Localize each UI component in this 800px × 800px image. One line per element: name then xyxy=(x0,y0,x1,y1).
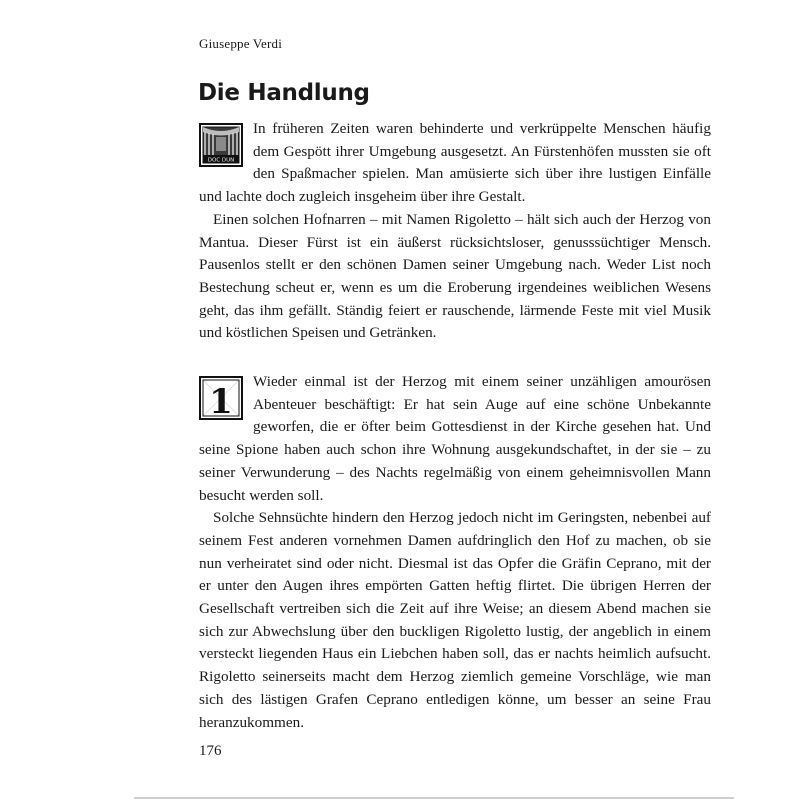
paragraph: Wieder einmal ist der Herzog mit einem seiner unzähligen amourösen Abenteuer beschäftigt: Er hat sein Auge auf eine schöne Unbekannte geworfen, die er öfter beim Gottesdienst in der Kirche gesehen hat. Und seine Spione haben auch schon ihre Wohnung ausgekundschaftet, in der sie – zu seiner Verwunderung – des Nachts regelmäßig von einem geheimnisvollen Mann besucht werden soll. xyxy=(199,373,711,504)
initial-number: 1 xyxy=(209,382,233,420)
running-header: Giuseppe Verdi xyxy=(199,36,283,51)
paragraph: Einen solchen Hofnarren – mit Namen Rigoletto – hält sich auch der Herzog von Mantua. Dieser Fürst ist ein äußerst rücksichtsloser, genusssüchtiger Mensch. Pausenlos stellt er den schönen Damen seiner Umgebung nach. Weder List noch Bestechung scheut er, wenn es um die Eroberung irgendeines weiblichen Wesens geht, das ihm gefällt. Ständig feiert er rauschende, lärmende Feste mit viel Musik und köstlichen Speisen und Getränken. xyxy=(199,210,711,342)
initial-caption: DOC DUN xyxy=(207,157,235,164)
page-number: 176 xyxy=(199,743,222,759)
theater-curtain-icon xyxy=(199,123,243,167)
bottom-rule xyxy=(134,797,734,799)
number-one-initial xyxy=(199,376,243,420)
page-title: Die Handlung xyxy=(198,80,370,106)
paragraph: In früheren Zeiten waren behinderte und verkrüppelte Menschen häufig dem Gespött ihrer Umgebung ausgesetzt. An Fürstenhöfen mussten sie oft den Spaßmacher spielen. Man amüsierte sich über ihre lustigen Einfälle und lachte doch zugleich insgeheim über ihre Gestalt. xyxy=(199,120,711,206)
paragraph: Solche Sehnsüchte hindern den Herzog jedoch nicht im Geringsten, nebenbei auf seinem Fest anderen vornehmen Damen aufdringlich den Hof zu machen, ob sie nun verheiratet sind oder nicht. Diesmal ist das Opfer die Gräfin Ceprano, mit der er unter den Augen ihres empörten Gatten heftig flirtet. Die übrigen Herren der Gesellschaft vertreiben sich die Zeit auf ihre Weise; an diesem Abend machen sie sich zur Abwechslung über den buckligen Rigoletto lustig, der angeblich in einem versteckt liegenden Haus ein Liebchen haben soll, das er nachts heimlich aufsucht. Rigoletto seinerseits macht dem Herzog ziemlich gemeine Vorschläge, wie man sich des lästigen Grafen Ceprano entledigen könne, um besser an seine Frau heranzukommen. xyxy=(199,509,711,731)
section-prologue xyxy=(199,118,711,345)
section-scene-1 xyxy=(199,371,711,734)
